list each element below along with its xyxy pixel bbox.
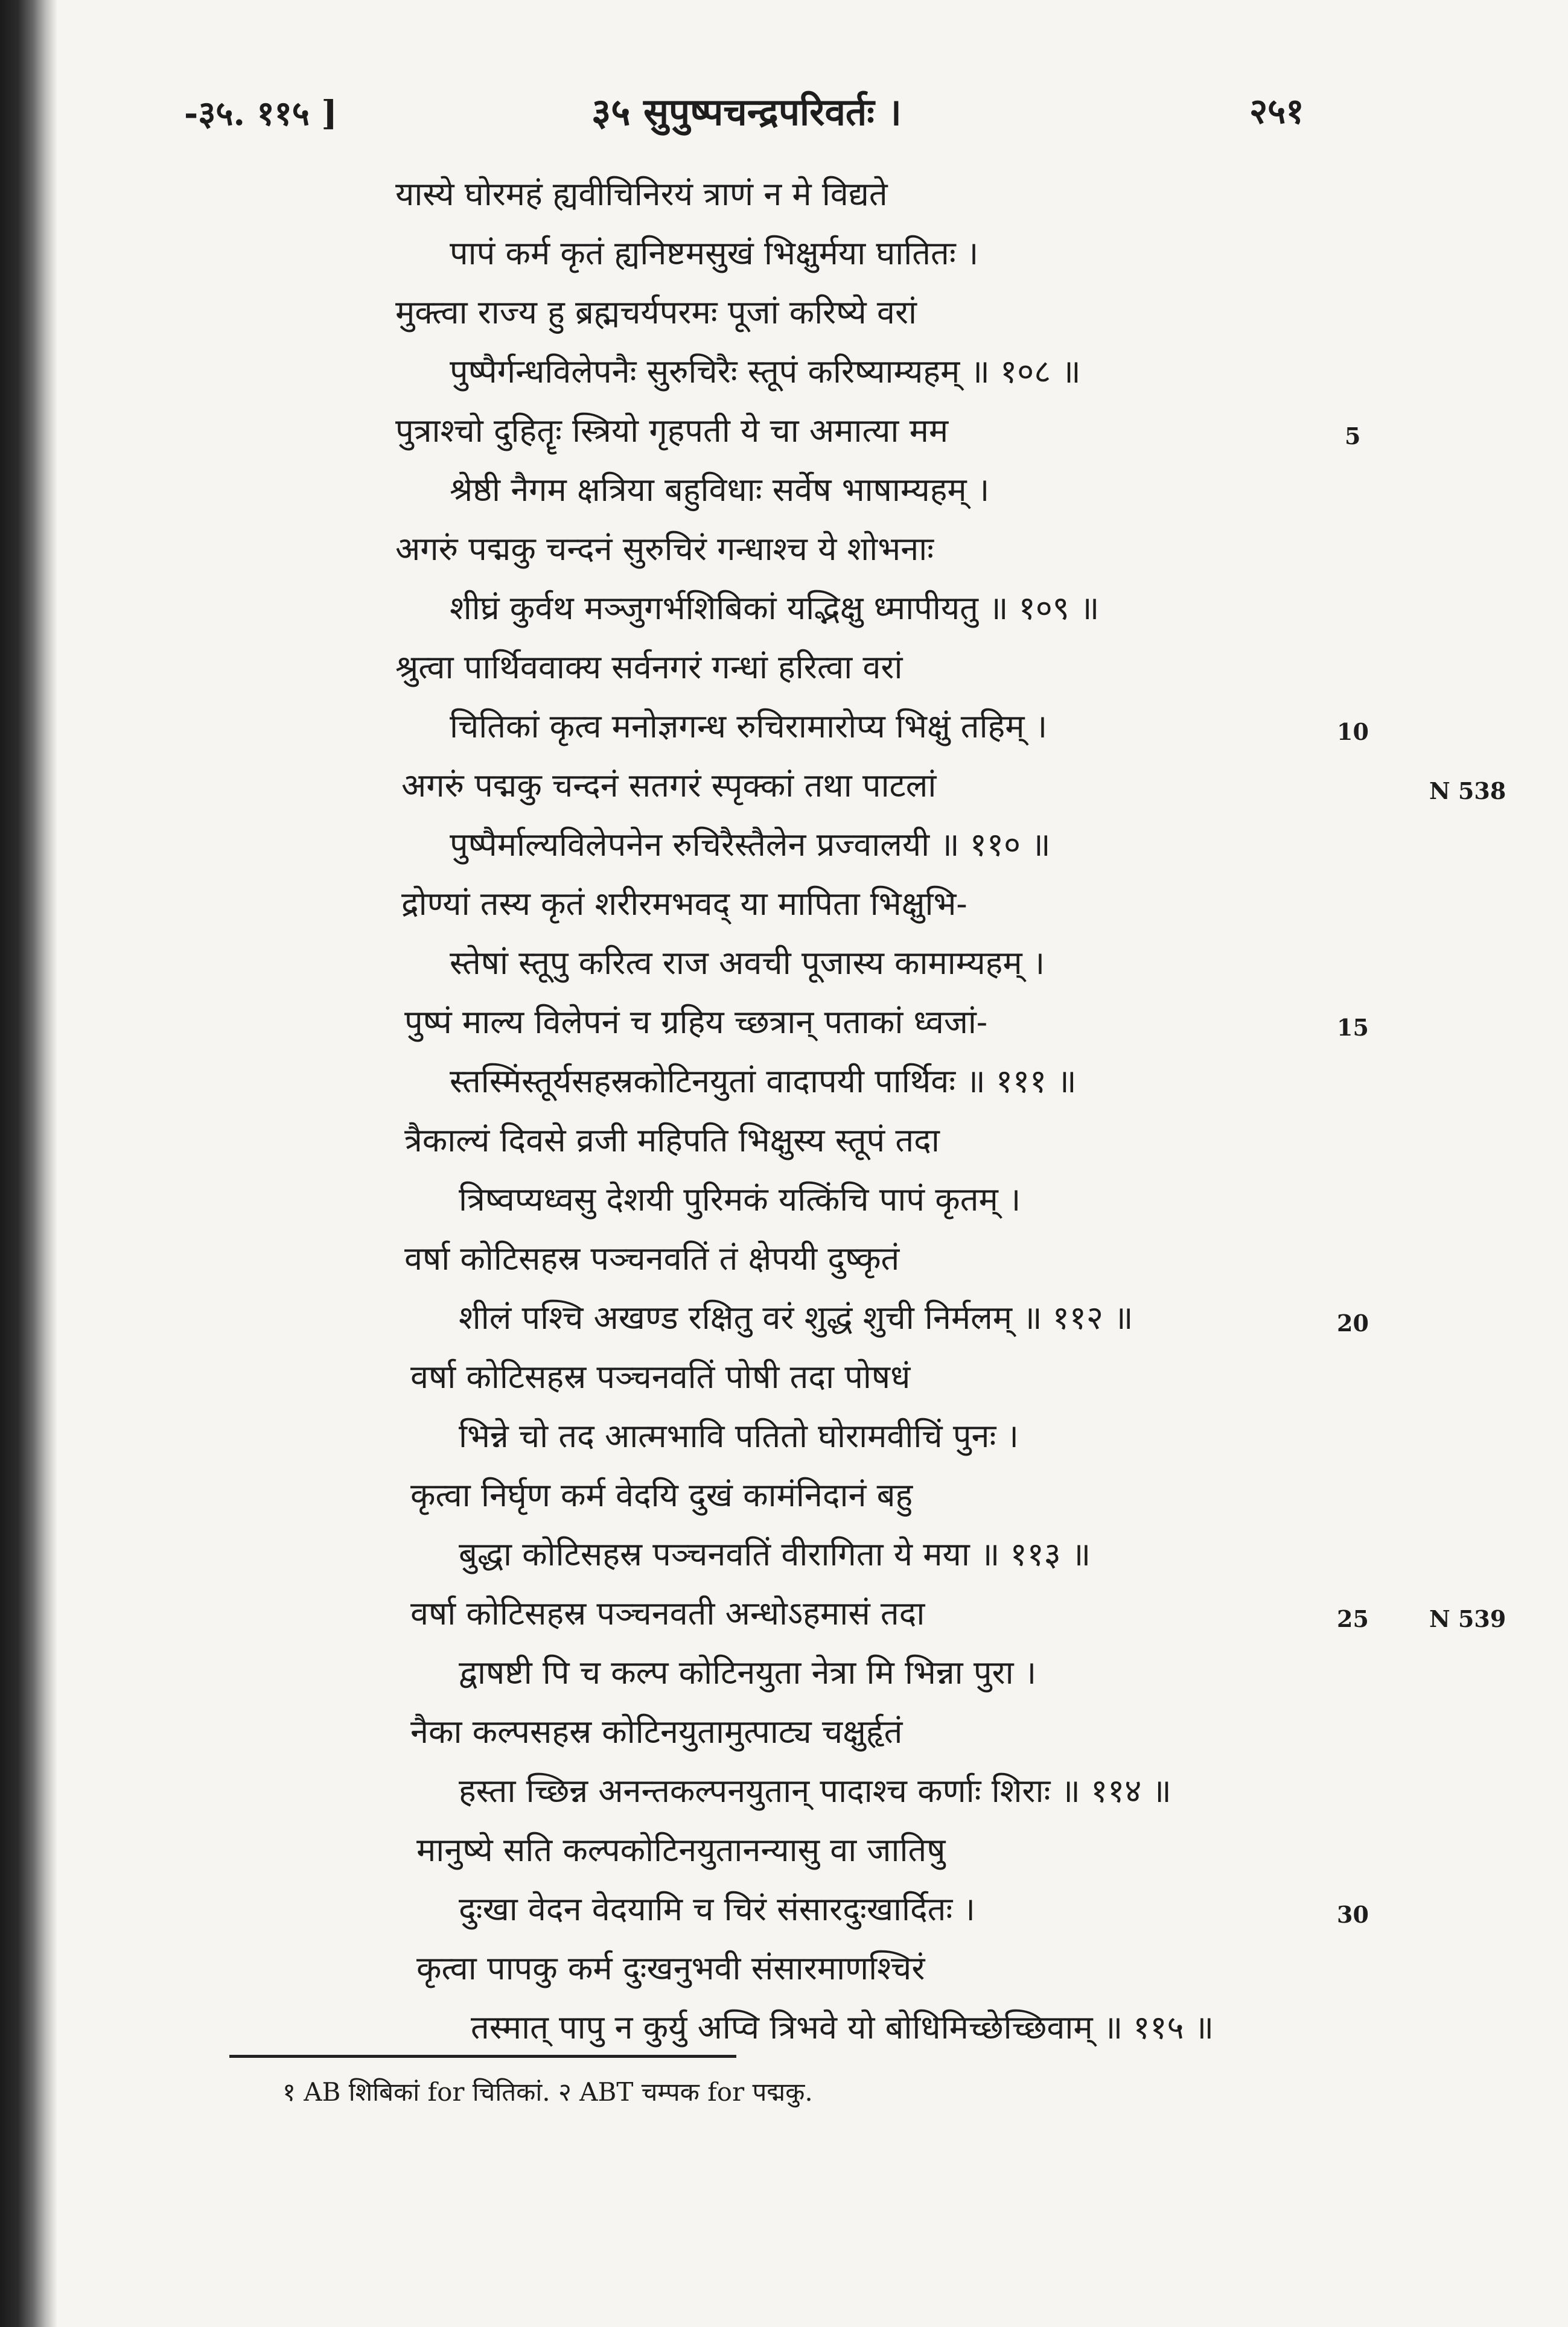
verse-line: वर्षा कोटिसहस्र पञ्चनवती अन्धोऽहमासं तदा xyxy=(410,1594,925,1632)
verse-line: पुष्पैर्माल्यविलेपनेन रुचिरैस्तैलेन प्रज्वालयी ॥ ११० ॥ xyxy=(450,826,1051,864)
verse-line: पुष्पं माल्य विलेपनं च ग्रहिय च्छत्रान् पताकां ध्वजां- xyxy=(404,1003,988,1041)
manuscript-reference: N 539 xyxy=(1429,1605,1506,1632)
verse-line: कृत्वा निर्घृण कर्म वेदयि दुखं कामंनिदानं बहु xyxy=(410,1476,913,1514)
verse-line: पापं कर्म कृतं ह्यनिष्टमसुखं भिक्षुर्मया घातितः । xyxy=(450,234,979,272)
line-number: 20 xyxy=(1337,1310,1369,1337)
page-number: २५१ xyxy=(1249,91,1304,132)
verse-line: त्रैकाल्यं दिवसे व्रजी महिपति भिक्षुस्य स्तूपं तदा xyxy=(404,1121,940,1159)
verse-line: बुद्धा कोटिसहस्र पञ्चनवतिं वीरागिता ये मया ॥ ११३ ॥ xyxy=(459,1535,1091,1573)
verse-line: हस्ता च्छिन्न अनन्तकल्पनयुतान् पादाश्च कर्णाः शिराः ॥ ११४ ॥ xyxy=(459,1772,1171,1810)
verse-line: वर्षा कोटिसहस्र पञ्चनवतिं पोषी तदा पोषधं xyxy=(410,1358,911,1396)
verse-line: पुष्पैर्गन्धविलेपनैः सुरुचिरैः स्तूपं करिष्याम्यहम् ॥ १०८ ॥ xyxy=(450,352,1081,390)
verse-line: द्वाषष्टी पि च कल्प कोटिनयुता नेत्रा मि भिन्ना पुरा । xyxy=(459,1654,1037,1692)
verse-line: श्रुत्वा पार्थिववाक्य सर्वनगरं गन्धां हरित्वा वरां xyxy=(395,648,903,686)
footnote: १ AB शिबिकां for चितिकां. २ ABT चम्पक for पद्मकु. xyxy=(282,2077,813,2107)
verse-line: स्तस्मिंस्तूर्यसहस्रकोटिनयुतां वादापयी पार्थिवः ॥ १११ ॥ xyxy=(450,1062,1077,1100)
line-number: 5 xyxy=(1345,422,1361,450)
running-head-chapter-title: ३५ सुपुष्पचन्द्रपरिवर्तः । xyxy=(591,90,902,134)
verse-line: द्रोण्यां तस्य कृतं शरीरमभवद् या मापिता भिक्षुभि- xyxy=(401,885,967,923)
running-head-verse-range: -३५. ११५ ] xyxy=(184,94,337,133)
verse-line: मानुष्ये सति कल्पकोटिनयुतानन्यासु वा जातिषु xyxy=(416,1831,946,1869)
verse-line: श्रेष्ठी नैगम क्षत्रिया बहुविधाः सर्वेष भाषाम्यहम् । xyxy=(450,471,990,509)
verse-line: पुत्राश्चो दुहितॄः स्त्रियो गृहपती ये चा अमात्या मम xyxy=(395,412,949,450)
manuscript-reference: N 538 xyxy=(1429,777,1506,804)
verse-line: तस्मात् पापु न कुर्यु अप्वि त्रिभवे यो बोधिमिच्छेच्छिवाम् ॥ ११५ ॥ xyxy=(471,2008,1214,2046)
line-number: 10 xyxy=(1337,718,1369,745)
line-number: 25 xyxy=(1337,1605,1369,1632)
verse-line: शीलं पश्चि अखण्ड रक्षितु वरं शुद्धं शुची निर्मलम् ॥ ११२ ॥ xyxy=(459,1299,1133,1337)
line-number: 15 xyxy=(1337,1014,1369,1041)
verse-line: स्तेषां स्तूपु करित्व राज अवची पूजास्य कामाम्यहम् । xyxy=(450,944,1045,982)
line-number: 30 xyxy=(1337,1901,1369,1928)
book-spine-shadow xyxy=(0,0,57,2327)
verse-line: त्रिष्वप्यध्वसु देशयी पुरिमकं यत्किंचि पापं कृतम् । xyxy=(459,1180,1021,1218)
verse-line: अगरुं पद्मकु चन्दनं सतगरं स्पृक्कां तथा पाटलां xyxy=(401,766,937,804)
verse-line: कृत्वा पापकु कर्म दुःखनुभवी संसारमाणश्चिरं xyxy=(416,1949,925,1987)
verse-line: अगरुं पद्मकु चन्दनं सुरुचिरं गन्धाश्च ये शोभनाः xyxy=(395,530,934,568)
verse-line: दुःखा वेदन वेदयामि च चिरं संसारदुःखार्दितः । xyxy=(459,1890,975,1928)
verse-line: मुक्त्वा राज्य हु ब्रह्मचर्यपरमः पूजां करिष्ये वरां xyxy=(395,293,917,331)
verse-line: यास्ये घोरमहं ह्यवीचिनिरयं त्राणं न मे विद्यते xyxy=(395,175,888,213)
footnote-rule xyxy=(229,2055,736,2058)
verse-line: शीघ्रं कुर्वथ मञ्जुगर्भशिबिकां यद्भिक्षु ध्मापीयतु ॥ १०९ ॥ xyxy=(450,589,1100,627)
verse-line: चितिकां कृत्व मनोज्ञगन्ध रुचिरामारोप्य भिक्षुं तहिम् । xyxy=(450,707,1048,745)
verse-line: नैका कल्पसहस्र कोटिनयुतामुत्पाट्य चक्षुर्हृतं xyxy=(410,1713,903,1751)
verse-line: भिन्ने चो तद आत्मभावि पतितो घोरामवीचिं पुनः । xyxy=(459,1417,1019,1455)
verse-line: वर्षा कोटिसहस्र पञ्चनवतिं तं क्षेपयी दुष्कृतं xyxy=(404,1240,900,1278)
